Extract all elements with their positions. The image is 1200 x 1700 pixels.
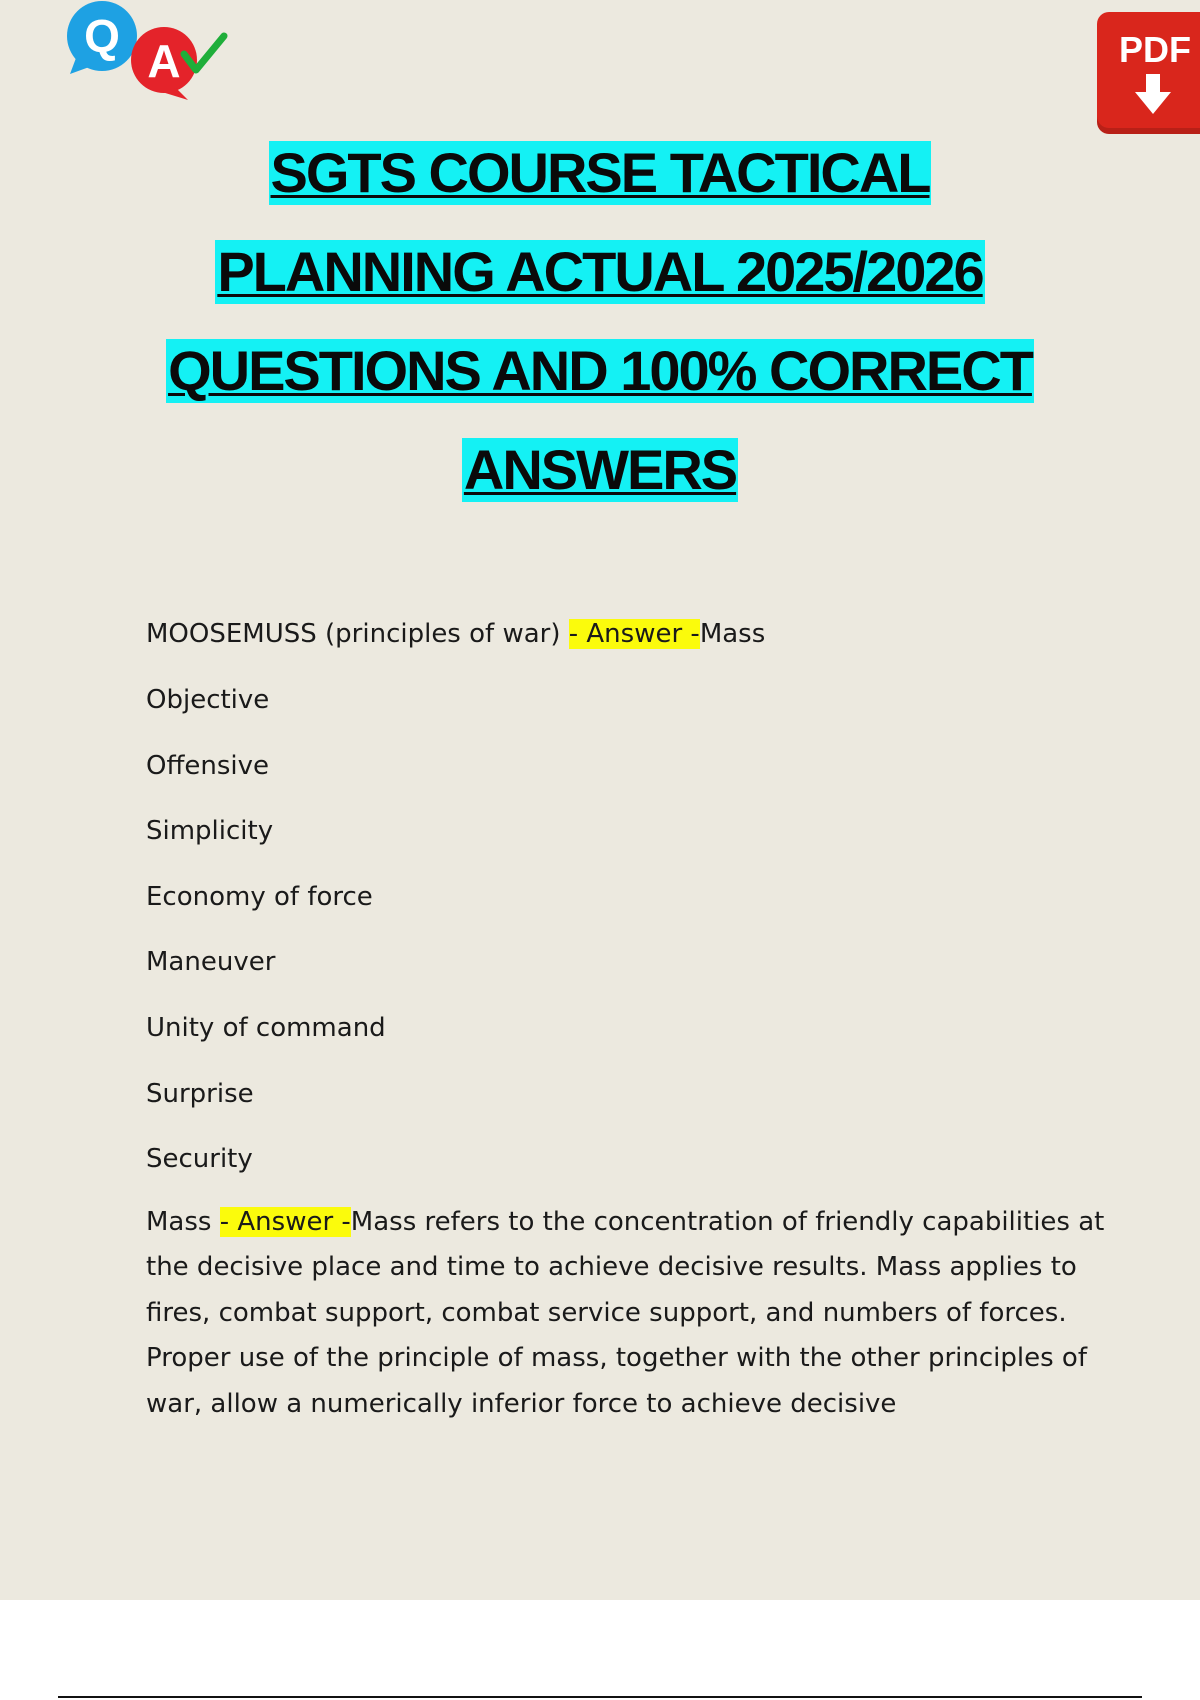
question-text: Mass (146, 1206, 220, 1237)
answer-text: Mass (699, 619, 766, 649)
title-line-4: ANSWERS (463, 438, 737, 501)
list-item: Surprise (146, 1078, 254, 1109)
document-body (146, 608, 1105, 1427)
list-item: Offensive (146, 750, 270, 781)
logo-a-letter: A (147, 35, 181, 87)
question-text: MOOSEMUSS (principles of war) (146, 619, 569, 649)
footer-divider (58, 1696, 1142, 1698)
pdf-download-badge[interactable] (1097, 12, 1200, 134)
question-item (146, 1200, 1106, 1428)
logo-q-letter: Q (84, 10, 120, 62)
list-item: Objective (146, 685, 270, 715)
list-item: Security (146, 1144, 253, 1175)
title-line-3: QUESTIONS AND 100% CORRECT (168, 339, 1032, 402)
answer-marker: - Answer - (219, 1206, 351, 1237)
title-line-1: SGTS COURSE TACTICAL (270, 141, 930, 204)
answer-text: Mass refers to the concentration of friendly capabilities at the decisive place and time to achieve decisive results. Mass applies to fires, combat support, combat service support, and numbers of forces. Proper use of the principle of mass, together with the other principles of war, allow a numerically inferior force to achieve decisive (146, 1206, 1105, 1419)
question-item (146, 608, 1086, 674)
list-item: Simplicity (146, 816, 274, 847)
title-line-2: PLANNING ACTUAL 2025/2026 (217, 240, 983, 303)
document-title (0, 138, 1200, 534)
answer-marker: - Answer - (568, 619, 700, 649)
qa-logo-icon (66, 0, 236, 105)
list-item: Economy of force (146, 881, 373, 912)
download-arrow-icon (1135, 74, 1171, 114)
pdf-label: PDF (1119, 29, 1191, 70)
list-item: Maneuver (146, 947, 276, 978)
list-item: Unity of command (146, 1012, 386, 1043)
